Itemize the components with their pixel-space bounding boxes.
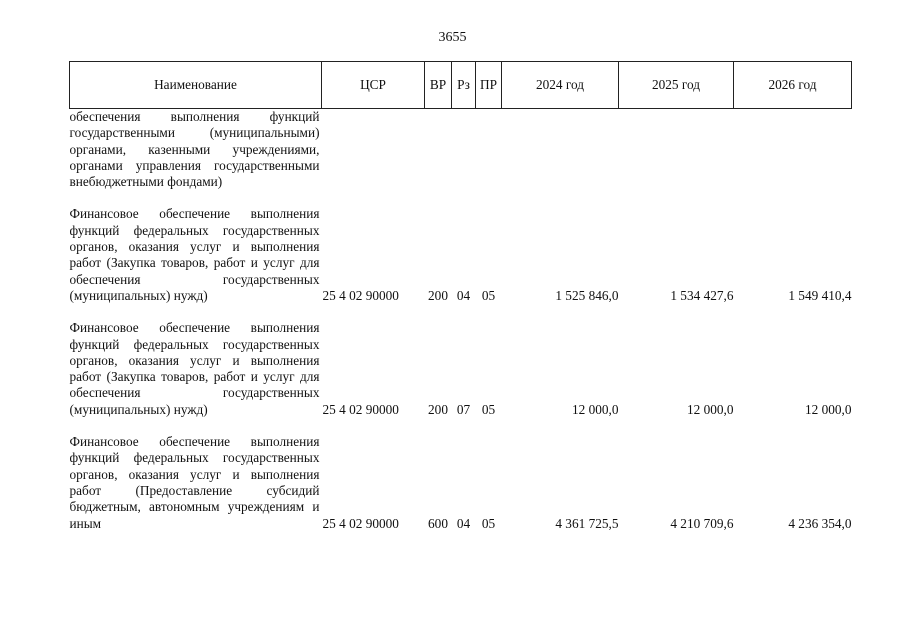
table-row xyxy=(70,109,852,191)
row-2026 xyxy=(734,109,852,191)
row-name: Финансовое обеспечение выполнения функций федеральных государственных органов, оказания услуг и выполнения работ (Предоставление субсидий бюджетным, автономным учреждениям и иным xyxy=(69,434,320,531)
row-csr: 25 4 02 90000 xyxy=(322,287,399,303)
row-2024: 12 000,0 xyxy=(571,401,619,417)
row-pr: 05 xyxy=(481,287,496,303)
row-rz: 04 xyxy=(456,515,471,531)
row-2025: 1 534 427,6 xyxy=(670,287,734,303)
row-2026: 12 000,0 xyxy=(804,401,852,417)
row-2025: 12 000,0 xyxy=(686,401,734,417)
row-rz: 04 xyxy=(456,287,471,303)
row-2026: 1 549 410,4 xyxy=(788,287,852,303)
row-rz: 07 xyxy=(456,401,471,417)
header-name: Наименование xyxy=(70,62,322,109)
header-2025: 2025 год xyxy=(619,62,734,109)
row-pr xyxy=(476,109,502,191)
row-rz xyxy=(452,109,476,191)
row-csr: 25 4 02 90000 xyxy=(322,515,399,531)
header-vr: ВР xyxy=(425,62,452,109)
row-vr xyxy=(425,109,452,191)
header-csr: ЦСР xyxy=(322,62,425,109)
row-csr xyxy=(322,109,425,191)
header-rz: Рз xyxy=(452,62,476,109)
row-spacer xyxy=(70,190,852,206)
row-vr: 200 xyxy=(428,401,448,417)
table-row xyxy=(70,320,852,418)
row-2025: 4 210 709,6 xyxy=(670,515,734,531)
row-name: Финансовое обеспечение выполнения функций федеральных государственных органов, оказания услуг и выполнения работ (Закупка товаров, работ и услуг для обеспечения государственных (муниципальных) нужд) xyxy=(69,320,320,417)
table-header-row xyxy=(70,62,852,109)
row-vr: 200 xyxy=(428,287,448,303)
budget-table xyxy=(69,61,852,532)
row-2024: 4 361 725,5 xyxy=(555,515,619,531)
row-spacer xyxy=(70,304,852,320)
row-pr: 05 xyxy=(481,401,496,417)
row-pr: 05 xyxy=(481,515,496,531)
table-row xyxy=(70,434,852,532)
header-2024: 2024 год xyxy=(502,62,619,109)
row-2024: 1 525 846,0 xyxy=(555,287,619,303)
row-2026: 4 236 354,0 xyxy=(788,515,852,531)
row-csr: 25 4 02 90000 xyxy=(322,401,399,417)
header-2026: 2026 год xyxy=(734,62,852,109)
row-spacer xyxy=(70,418,852,434)
header-pr: ПР xyxy=(476,62,502,109)
row-2025 xyxy=(619,109,734,191)
page-number: 3655 xyxy=(438,30,467,45)
row-name: обеспечения выполнения функций государственными (муниципальными) органами, казенными учреждениями, органами управления государственными внебюджетными фондами) xyxy=(69,109,320,190)
row-vr: 600 xyxy=(428,515,448,531)
table-row xyxy=(70,206,852,304)
row-2024 xyxy=(502,109,619,191)
row-name: Финансовое обеспечение выполнения функций федеральных государственных органов, оказания услуг и выполнения работ (Закупка товаров, работ и услуг для обеспечения государственных (муниципальных) нужд) xyxy=(69,206,320,303)
